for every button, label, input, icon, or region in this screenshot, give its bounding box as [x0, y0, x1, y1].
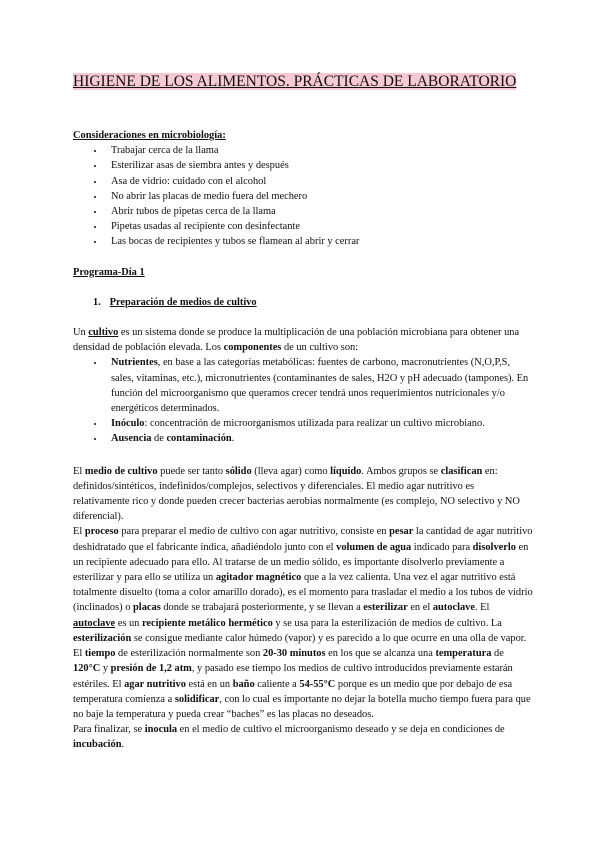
intro-paragraph: Un cultivo es un sistema donde se produce la multiplicación de una población microbiana para obtener una densidad de población elevada. Los componentes de un cultivo son:	[73, 327, 520, 354]
list-item: • Asa de vidrio: cuidado con el alcohol	[105, 174, 533, 189]
program-heading: Programa-Día 1	[73, 266, 145, 278]
page-title: HIGIENE DE LOS ALIMENTOS. PRÁCTICAS DE LABORATORIO	[73, 73, 517, 90]
section-heading	[93, 295, 533, 310]
section-number: 1.	[93, 296, 101, 308]
list-item: • Trabajar cerca de la llama	[105, 143, 533, 158]
list-item: • Pipetas usadas al recipiente con desinfectante	[105, 219, 533, 234]
list-item: • Abrir tubos de pipetas cerca de la llama	[105, 204, 533, 219]
list-item: • Las bocas de recipientes y tubos se flamean al abrir y cerrar	[105, 234, 533, 249]
document-body	[73, 128, 533, 753]
medium-paragraph: El medio de cultivo puede ser tanto sólido (lleva agar) como líquido. Ambos grupos se clasifican en: definidos/sintéticos, indefinidos/complejos, selectivos y diferenciales. El medio agar nutritivo es relativamente rico y donde pueden crecer bacterias aerobias normalmente (es complejo, NO selectivo y NO diferencial).	[73, 465, 520, 523]
list-item: • Ausencia de contaminación.	[105, 431, 533, 446]
section-title: Preparación de medios de cultivo	[109, 296, 257, 308]
list-item: • Inóculo: concentración de microorganismos utilizada para realizar un cultivo microbiano.	[105, 416, 533, 431]
process-paragraph: El proceso para preparar el medio de cultivo con agar nutritivo, consiste en pesar la cantidad de agar nutritivo deshidratado que el fabricante indica, añadiéndolo junto con el volumen de agua indicado para disolverlo en un recipiente adecuado para ello. Al tratarse de un medio sólido, es importante disolverlo previamente a esterilizar y para ello se utiliza un agitador magnético que a la vez calienta. Una vez el agar nutritivo está totalmente disuelto (toma a color amarillo dorado), es el momento para trasladar el medio a los tubos de vidrio (inclinados) o placas donde se trabajará posteriormente, y se llevan a esterilizar en el autoclave. El autoclave es un recipiente metálico hermético y se usa para la esterilización de medios de cultivo. La esterilización se consigue mediante calor húmedo (vapor) y es parecido a lo que ocurre en una olla de vapor. El tiempo de esterilización normalmente son 20-30 minutos en los que se alcanza una temperatura de 120°C y presión de 1,2 atm, y pasado ese tiempo los medios de cultivo introducidos previamente estarán estériles. El agar nutritivo está en un baño caliente a 54-55°C porque es un medio que por debajo de esa temperatura comienza a solidificar, con lo cual es importante no dejar la botella mucho tiempo fuera para que no baje la temperatura y pueda crear “baches” es las placas no deseados.	[73, 526, 533, 720]
considerations-heading: Consideraciones en microbiología:	[73, 130, 226, 141]
components-list	[73, 355, 533, 446]
list-item: • Nutrientes, en base a las categorías metabólicas: fuentes de carbono, macronutrientes (N,O,P,S, sales, vitaminas, etc.), micronutrientes (contaminantes de sales, H2O y pH adecuado (tampones). En función del microorganismo que queramos crecer tendrá unos requerimientos nutricionales y/o energéticos determinados.	[105, 355, 533, 416]
list-item: • Esterilizar asas de siembra antes y después	[105, 158, 533, 173]
final-paragraph: Para finalizar, se inocula en el medio de cultivo el microorganismo deseado y se deja en condiciones de incubación.	[73, 724, 505, 751]
considerations-list	[73, 143, 533, 249]
list-item: • No abrir las placas de medio fuera del mechero	[105, 189, 533, 204]
